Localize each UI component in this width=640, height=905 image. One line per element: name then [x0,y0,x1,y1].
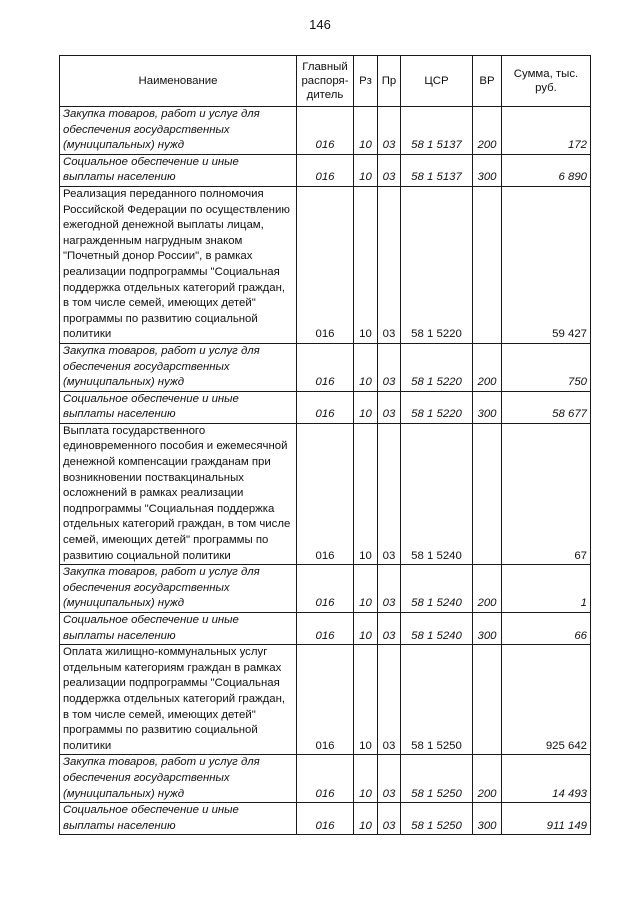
header-sum: Сумма, тыс. руб. [502,56,591,107]
row-manager: 016 [297,391,354,423]
row-manager: 016 [297,803,354,835]
row-name: Реализация переданного полномочия Российской Федерации по осуществлению ежегодной денежной выплаты лицам, награжденным нагрудным знаком "Почетный донор России", в рамках реализации подпрограммы "Социальная поддержка отдельных категорий граждан, в том числе семей, имеющих детей" программы по развитию социальной политики [60,186,297,343]
row-manager: 016 [297,645,354,755]
row-pr: 03 [378,645,401,755]
table-row [60,154,591,186]
row-name: Социальное обеспечение и иные выплаты населению [60,613,297,645]
row-name: Оплата жилищно-коммунальных услуг отдельным категориям граждан в рамках реализации подпрограммы "Социальная поддержка отдельных категорий граждан, в том числе семей, имеющих детей" программы по развитию социальной политики [60,645,297,755]
row-sum: 911 149 [502,803,591,835]
row-manager: 016 [297,565,354,613]
row-csr: 58 1 5137 [401,154,473,186]
row-manager: 016 [297,613,354,645]
row-pr: 03 [378,613,401,645]
row-csr: 58 1 5240 [401,423,473,564]
row-csr: 58 1 5240 [401,613,473,645]
row-vr: 300 [473,391,502,423]
row-vr [473,186,502,343]
row-sum: 58 677 [502,391,591,423]
row-manager: 016 [297,755,354,803]
row-vr: 300 [473,613,502,645]
row-sum: 67 [502,423,591,564]
row-manager: 016 [297,186,354,343]
row-sum: 172 [502,107,591,155]
row-vr: 200 [473,343,502,391]
table-row [60,107,591,155]
header-name: Наименование [60,56,297,107]
table-row [60,803,591,835]
row-csr: 58 1 5250 [401,755,473,803]
row-pr: 03 [378,803,401,835]
header-csr: ЦСР [401,56,473,107]
row-csr: 58 1 5240 [401,565,473,613]
row-csr: 58 1 5250 [401,803,473,835]
row-csr: 58 1 5220 [401,391,473,423]
row-csr: 58 1 5220 [401,186,473,343]
row-vr [473,645,502,755]
row-rz: 10 [354,186,378,343]
row-name: Социальное обеспечение и иные выплаты населению [60,391,297,423]
row-vr: 200 [473,755,502,803]
row-name: Закупка товаров, работ и услуг для обеспечения государственных (муниципальных) нужд [60,565,297,613]
row-rz: 10 [354,107,378,155]
row-sum: 1 [502,565,591,613]
row-sum: 66 [502,613,591,645]
row-rz: 10 [354,613,378,645]
row-csr: 58 1 5137 [401,107,473,155]
row-rz: 10 [354,565,378,613]
row-vr: 300 [473,154,502,186]
row-rz: 10 [354,755,378,803]
row-rz: 10 [354,154,378,186]
row-name: Выплата государственного единовременного пособия и ежемесячной денежной компенсации гражданам при возникновении поствакцинальных осложнений в рамках реализации подпрограммы "Социальная поддержка отдельных категорий граждан, в том числе семей, имеющих детей" программы по развитию социальной политики [60,423,297,564]
row-rz: 10 [354,343,378,391]
row-pr: 03 [378,186,401,343]
header-rz: Рз [354,56,378,107]
table-row [60,755,591,803]
table-row [60,423,591,564]
header-row [60,56,591,107]
row-sum: 14 493 [502,755,591,803]
table-row [60,343,591,391]
row-manager: 016 [297,107,354,155]
row-vr: 300 [473,803,502,835]
row-sum: 750 [502,343,591,391]
row-name: Социальное обеспечение и иные выплаты населению [60,154,297,186]
row-name: Социальное обеспечение и иные выплаты населению [60,803,297,835]
row-vr [473,423,502,564]
row-csr: 58 1 5250 [401,645,473,755]
row-rz: 10 [354,423,378,564]
row-rz: 10 [354,391,378,423]
table-row [60,391,591,423]
row-pr: 03 [378,154,401,186]
row-sum: 925 642 [502,645,591,755]
row-name: Закупка товаров, работ и услуг для обеспечения государственных (муниципальных) нужд [60,107,297,155]
row-pr: 03 [378,343,401,391]
row-csr: 58 1 5220 [401,343,473,391]
row-vr: 200 [473,565,502,613]
row-pr: 03 [378,565,401,613]
row-sum: 6 890 [502,154,591,186]
row-pr: 03 [378,107,401,155]
table-row [60,565,591,613]
row-name: Закупка товаров, работ и услуг для обеспечения государственных (муниципальных) нужд [60,343,297,391]
row-sum: 59 427 [502,186,591,343]
header-pr: Пр [378,56,401,107]
row-name: Закупка товаров, работ и услуг для обеспечения государственных (муниципальных) нужд [60,755,297,803]
row-pr: 03 [378,755,401,803]
row-rz: 10 [354,645,378,755]
row-vr: 200 [473,107,502,155]
row-manager: 016 [297,423,354,564]
row-pr: 03 [378,391,401,423]
table-row [60,186,591,343]
header-vr: ВР [473,56,502,107]
page-number: 146 [309,17,331,32]
row-rz: 10 [354,803,378,835]
table-row [60,613,591,645]
row-manager: 016 [297,154,354,186]
row-manager: 016 [297,343,354,391]
budget-table [59,55,591,835]
header-manager: Главный распоря-дитель [297,56,354,107]
row-pr: 03 [378,423,401,564]
table-row [60,645,591,755]
